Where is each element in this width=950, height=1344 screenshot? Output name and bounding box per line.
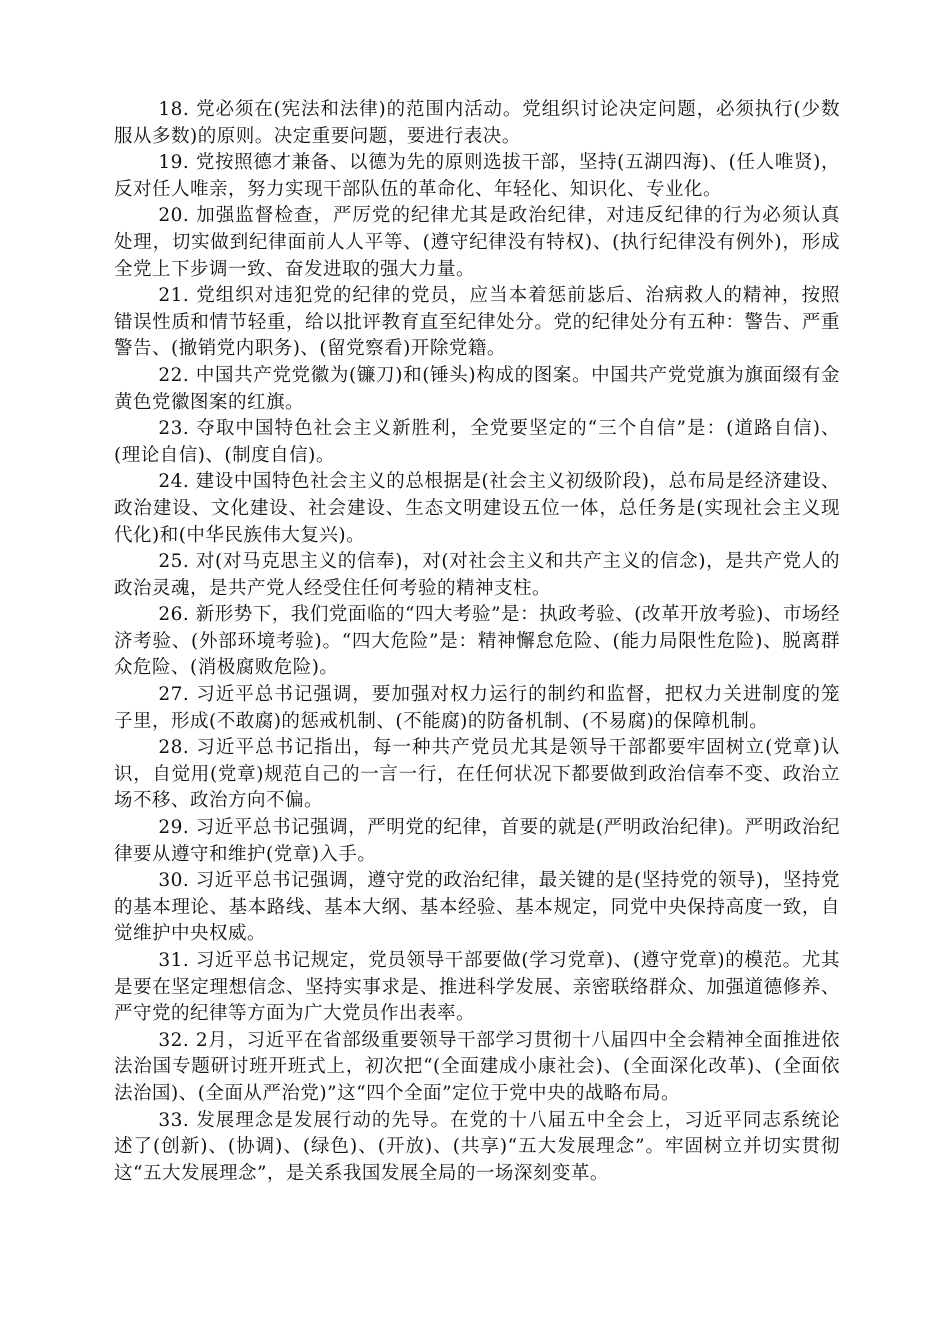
paragraph-20: 20. 加强监督检查，严厉党的纪律尤其是政治纪律，对违反纪律的行为必须认真处理，切实做到纪律面前人人平等、(遵守纪律没有特权)、(执行纪律没有例外)，形成全党上下步调一致、奋发进取的强大力量。	[114, 205, 840, 280]
paragraph-29: 29. 习近平总书记强调，严明党的纪律，首要的就是(严明政治纪律)。严明政治纪律要从遵守和维护(党章)入手。	[114, 817, 840, 865]
paragraph-28: 28. 习近平总书记指出，每一种共产党员尤其是领导干部都要牢固树立(党章)认识，自觉用(党章)规范自己的一言一行，在任何状况下都要做到政治信奉不变、政治立场不移、政治方向不偏。	[114, 737, 840, 812]
paragraph-27: 27. 习近平总书记强调，要加强对权力运行的制约和监督，把权力关进制度的笼子里，形成(不敢腐)的惩戒机制、(不能腐)的防备机制、(不易腐)的保障机制。	[114, 684, 840, 732]
paragraph-18: 18. 党必须在(宪法和法律)的范围内活动。党组织讨论决定问题，必须执行(少数服从多数)的原则。决定重要问题，要进行表决。	[114, 99, 840, 147]
paragraph-24: 24. 建设中国特色社会主义的总根据是(社会主义初级阶段)，总布局是经济建设、政治建设、文化建设、社会建设、生态文明建设五位一体，总任务是(实现社会主义现代化)和(中华民族伟大复兴)。	[114, 471, 840, 546]
paragraph-22: 22. 中国共产党党徽为(镰刀)和(锤头)构成的图案。中国共产党党旗为旗面缀有金黄色党徽图案的红旗。	[114, 364, 840, 413]
document-body	[114, 97, 840, 1187]
paragraph-23: 23. 夺取中国特色社会主义新胜利，全党要坚定的“三个自信”是：(道路自信)、(理论自信)、(制度自信)。	[114, 418, 840, 466]
paragraph-19: 19. 党按照德才兼备、以德为先的原则选拔干部，坚持(五湖四海)、(任人唯贤)，反对任人唯亲，努力实现干部队伍的革命化、年轻化、知识化、专业化。	[114, 152, 840, 200]
paragraph-31: 31. 习近平总书记规定，党员领导干部要做(学习党章)、(遵守党章)的模范。尤其是要在坚定理想信念、坚持实事求是、推进科学发展、亲密联络群众、加强道德修养、严守党的纪律等方面为广大党员作出表率。	[114, 950, 840, 1025]
paragraph-30: 30. 习近平总书记强调，遵守党的政治纪律，最关键的是(坚持党的领导)，坚持党的基本理论、基本路线、基本大纲、基本经验、基本规定，同党中央保持高度一致，自觉维护中央权威。	[114, 870, 840, 945]
paragraph-21: 21. 党组织对违犯党的纪律的党员，应当本着惩前毖后、治病救人的精神，按照错误性质和情节轻重，给以批评教育直至纪律处分。党的纪律处分有五种：警告、严重警告、(撤销党内职务)、(留党察看)开除党籍。	[114, 285, 840, 360]
paragraph-32: 32. 2月，习近平在省部级重要领导干部学习贯彻十八届四中全会精神全面推进依法治国专题研讨班开班式上，初次把“(全面建成小康社会)、(全面深化改革)、(全面依法治国)、(全面从严治党)”这“四个全面”定位于党中央的战略布局。	[114, 1029, 840, 1104]
paragraph-25: 25. 对(对马克思主义的信奉)，对(对社会主义和共产主义的信念)，是共产党人的政治灵魂，是共产党人经受住任何考验的精神支柱。	[114, 551, 840, 599]
paragraph-33: 33. 发展理念是发展行动的先导。在党的十八届五中全会上，习近平同志系统论述了(创新)、(协调)、(绿色)、(开放)、(共享)“五大发展理念”。牢固树立并切实贯彻这“五大发展理念”，是关系我国发展全局的一场深刻变革。	[114, 1109, 841, 1184]
paragraph-26: 26. 新形势下，我们党面临的“四大考验”是：执政考验、(改革开放考验)、市场经济考验、(外部环境考验)。“四大危险”是：精神懈怠危险、(能力局限性危险)、脱离群众危险、(消极腐败危险)。	[114, 604, 840, 679]
